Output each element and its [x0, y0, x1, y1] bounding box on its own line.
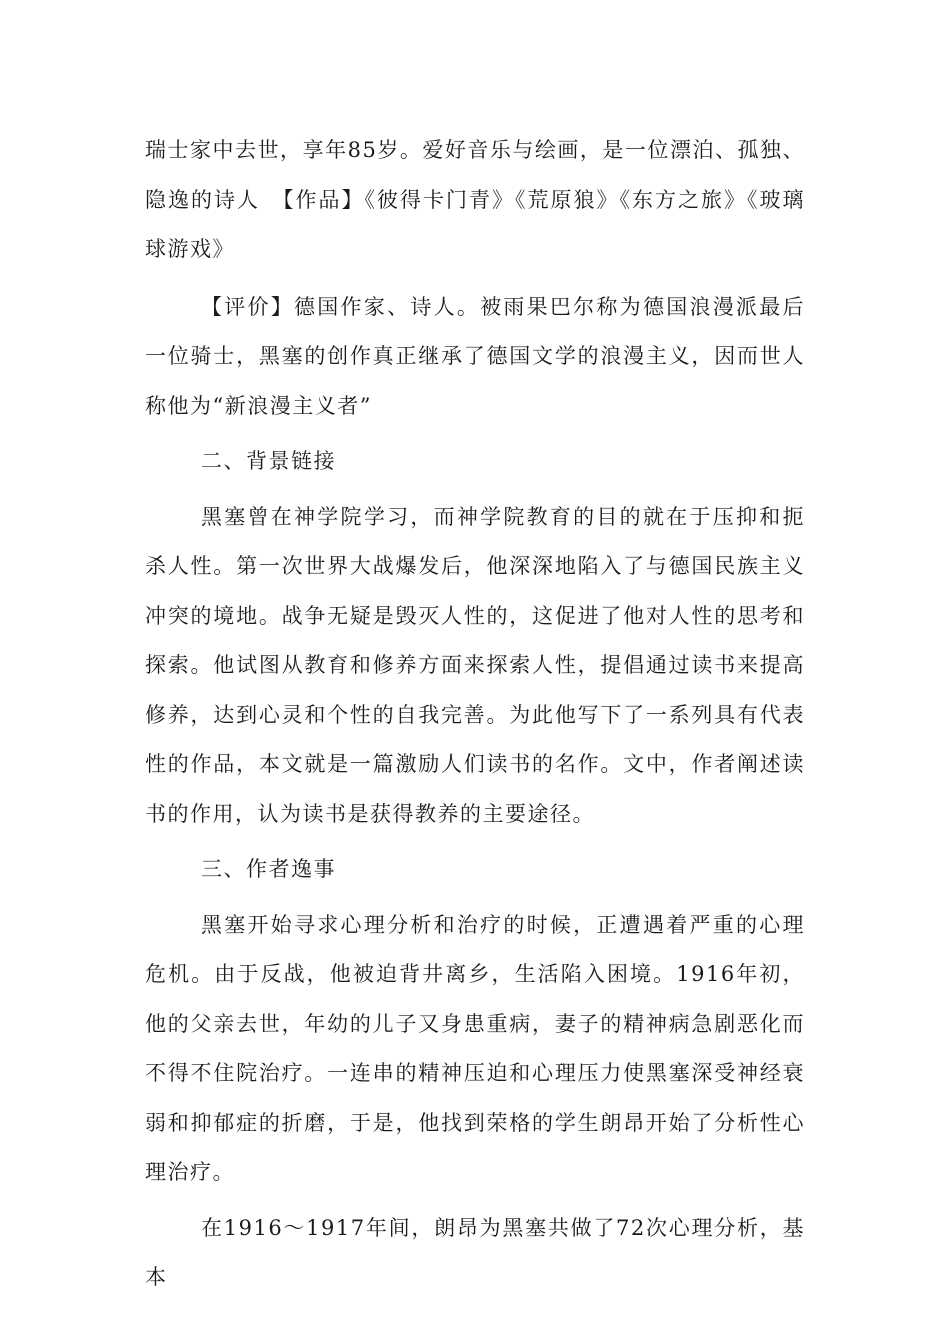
paragraph-anecdote: 黑塞开始寻求心理分析和治疗的时候，正遭遇着严重的心理危机。由于反战，他被迫背井离乡，生活陷入困境。1916年初，他的父亲去世，年幼的儿子又身患重病，妻子的精神病急剧恶化而不得不住院治疗。一连串的精神压迫和心理压力使黑塞深受神经衰弱和抑郁症的折磨，于是，他找到荣格的学生朗昂开始了分析性心理治疗。	[145, 912, 805, 1184]
paragraph-therapy: 在1916～1917年间，朗昂为黑塞共做了72次心理分析，基本	[145, 1215, 805, 1289]
paragraph-author-bio: 瑞士家中去世，享年85岁。爱好音乐与绘画，是一位漂泊、孤独、隐逸的诗人 【作品】《彼得卡门青》《荒原狼》《东方之旅》《玻璃球游戏》	[145, 138, 805, 261]
document-body	[145, 126, 805, 1303]
section-heading-background: 二、背景链接	[201, 449, 336, 473]
paragraph-background: 黑塞曾在神学院学习，而神学院教育的目的就在于压抑和扼杀人性。第一次世界大战爆发后，他深深地陷入了与德国民族主义冲突的境地。战争无疑是毁灭人性的，这促进了他对人性的思考和探索。他试图从教育和修养方面来探索人性，提倡通过读书来提高修养，达到心灵和个性的自我完善。为此他写下了一系列具有代表性的作品，本文就是一篇激励人们读书的名作。文中，作者阐述读书的作用，认为读书是获得教养的主要途径。	[145, 504, 805, 826]
section-heading-anecdote: 三、作者逸事	[201, 857, 336, 881]
paragraph-evaluation: 【评价】德国作家、诗人。被雨果巴尔称为德国浪漫派最后一位骑士，黑塞的创作真正继承了德国文学的浪漫主义，因而世人称他为“新浪漫主义者”	[145, 294, 805, 418]
